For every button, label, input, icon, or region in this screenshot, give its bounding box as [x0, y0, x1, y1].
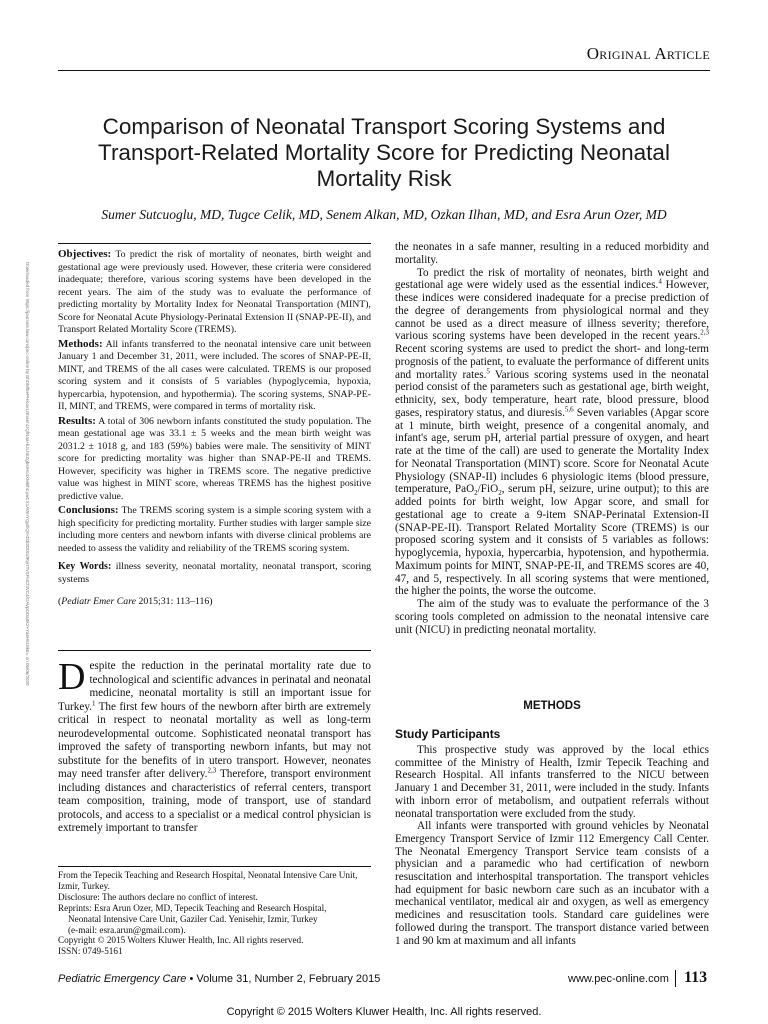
abstract-top-rule	[58, 243, 371, 244]
footnotes	[58, 870, 371, 957]
methods-heading: METHODS	[523, 700, 581, 712]
methods-label: Methods:	[58, 337, 103, 350]
rp2-a: To predict the risk of mortality of neonates, birth weight and gestational age were widely used as the essential indices.	[395, 266, 709, 292]
rp2-b: However, these indices were considered inadequate for a precise prediction of the degree of derangements from physiological normal and they cannot be used as a direct measure of illness severity; therefore, various scoring systems have been developed in the recent years.	[395, 279, 709, 343]
intro-paragraph	[58, 656, 371, 836]
footnote-reprints-3: (e-mail: esra.arun@gmail.com).	[68, 924, 186, 935]
abstract-bottom-rule	[58, 650, 371, 651]
article-authors: Sumer Sutcuoglu, MD, Tugce Celik, MD, Senem Alkan, MD, Ozkan Ilhan, MD, and Esra Arun Ozer, MD	[101, 207, 667, 222]
keywords-label: Key Words:	[58, 561, 112, 572]
results-text: A total of 306 newborn infants constituted the study population. The mean gestational age was 33.1 ± 5 weeks and the mean birth weight was 2031.2 ± 1018 g, and 183 (59%) babies were male. The sensitivity of MINT score for predicting mortality was higher than SNAP-PE-II and TREMS. However, specificity was higher in TREMS score. The negative predictive value was highest in MINT score, whereas TREMS has the highest positive predictive value.	[58, 415, 371, 502]
abstract-objectives	[58, 248, 371, 337]
ref-5-6: 5,6	[564, 405, 574, 414]
footer-divider	[675, 970, 676, 987]
methods-text: All infants transferred to the neonatal intensive care unit between January 1 and December 31, 2011, were included. The scores of SNAP-PE-II, MINT, and TREMS of the all cases were calculated. TREMS is our proposed scoring system and it consists of 5 variables (hypoglycemia, hypoxia, hypercarbia, hypotension, and hypothermia). The scoring systems, SNAP-PE-II, MINT, and TREMS, were compared in terms of mortality risk.	[58, 338, 371, 412]
sub-2a: 2	[474, 489, 478, 498]
right-paragraph-2	[395, 267, 709, 599]
footer-volume: • Volume 31, Number 2, February 2015	[186, 973, 381, 985]
footnote-issn: ISSN: 0749-5161	[58, 946, 123, 957]
rp2-f: /FiO	[477, 483, 499, 496]
intro-text-c: Therefore, transport environment including distances and characteristics of referral centers, transport team composition, training, mode of transport, use of standard protocols, and access to a specialist or a medical control physician is extremely important to transfer	[58, 768, 371, 834]
ref-2-3b: 2,3	[700, 328, 709, 337]
right-paragraph-3: The aim of the study was to evaluate the performance of the 3 scoring tools completed on admission to the neonatal intensive care unit (NICU) in predicting neonatal mortality.	[395, 598, 709, 636]
footnote-copyright: Copyright © 2015 Wolters Kluwer Health, Inc. All rights reserved.	[58, 935, 304, 946]
drop-cap: D	[58, 656, 86, 698]
footer-journal-name: Pediatric Emergency Care	[58, 973, 187, 985]
download-note	[20, 262, 32, 762]
study-participants-heading: Study Participants	[395, 727, 501, 741]
ref-2-3: 2,3	[207, 766, 217, 775]
objectives-text: To predict the risk of mortality of neonates, birth weight and gestational age were previously used. However, these criteria were considered inadequate; therefore, various scoring systems have been developed in the recent years. The aim of the study was to evaluate the performance of predicting mortality by Mortality Index for Neonatal Transportation (MINT), Score for Neonatal Acute Physiology-Perinatal Extension II (SNAP-PE-II), and Transport Related Mortality Score (TREMS).	[58, 249, 371, 335]
footnote-disclosure: Disclosure: The authors declare no conflict of interest.	[58, 891, 258, 902]
abstract	[58, 248, 371, 610]
footnote-rule	[58, 866, 371, 867]
right-paragraph-1: the neonates in a safe manner, resulting in a reduced morbidity and mortality.	[395, 241, 709, 266]
conclusions-label: Conclusions:	[58, 504, 119, 516]
conclusions-text: The TREMS scoring system is a simple scoring system with a high specificity for predicting mortality. Further studies with larger sample size including more centers and newborn infants with diverse clinical problems are needed to assess the validity and reliability of the TREMS scoring system.	[58, 505, 371, 554]
ref-5: 5	[486, 366, 490, 375]
keywords-text: illness severity, neonatal mortality, neonatal transport, scoring systems	[58, 561, 371, 585]
rp2-g: , serum pH, seizure, urine output); to this are added points for birth weight, low Apgar score, and small for gestational age to create a 9-item SNAP-Perinatal Extension-II (SNAP-PE-II). Transport Related Mortality Score (TREMS) is our proposed scoring system and it consists of 5 variables as follows: hypoglycemia, hypoxia, hypercarbia, hypotension, and hypothermia. Maximum points for MINT, SNAP-PE-II, and TREMS scores are 40, 47, and 5, respectively. In all scoring systems that were mentioned, the higher the points, the worse the outcome.	[395, 483, 709, 598]
header-rule	[58, 70, 710, 71]
intro-text-b: The first few hours of the newborn after birth are extremely critical in respect to neonatal mortality as well as long-term neurodevelopmental outcome. Sophisticated neonatal transport has improved the safety of transporting newborn infants, but may not substitute for the benefits of in utero transport. However, neonates may need transfer after delivery.	[58, 700, 371, 780]
methods-paragraph-1: This prospective study was approved by the local ethics committee of the Ministry of Health, Izmir Tepecik Teaching and Research Hospital. All infants transferred to the NICU between January 1 and December 31, 2011, were included in the study. Infants with inborn error of metabolism, and outpatient referrals without neonatal transportation were excluded from the study.	[395, 744, 709, 820]
rp2-c: Recent scoring systems are used to predict the short- and long-term prognosis of the patient, to evaluate the performance of different units and mortality rates.	[395, 343, 709, 381]
abstract-conclusions	[58, 504, 371, 555]
page-number: 113	[684, 969, 708, 986]
methods-text	[395, 744, 709, 947]
results-label: Results:	[58, 414, 96, 427]
intro-right-column	[395, 241, 709, 636]
citation-journal: Pediatr Emer Care	[61, 596, 137, 607]
intro-text-a: espite the reduction in the perinatal mortality rate due to technological and scientific advances in perinatal and neonatal medicine, neonatal mortality is still an important issue for Turkey.	[58, 660, 371, 713]
ref-4: 4	[658, 277, 662, 286]
page-copyright: Copyright © 2015 Wolters Kluwer Health, Inc. All rights reserved.	[226, 1006, 542, 1018]
ref-1: 1	[91, 698, 96, 707]
footer-url[interactable]: www.pec-online.com	[568, 973, 669, 985]
citation-rest: 2015;31: 113–116)	[136, 596, 213, 607]
footnote-reprints-1: Reprints: Esra Arun Ozer, MD, Tepecik Teaching and Research Hospital,	[58, 902, 327, 913]
footnote-reprints-2: Neonatal Intensive Care Unit, Gaziler Cad. Yenisehir, Izmir, Turkey	[68, 913, 318, 924]
rp2-e: Seven variables (Apgar score at 1 minute, birth weight, presence of a congenital anomaly, and infant's age, serum pH, arterial partial pressure of oxygen, and heart rate at the time of the call) are used to generate the Mortality Index for Neonatal Transportation (MINT) score. Score for Neonatal Acute Physiology (SNAP-II) includes 6 physiologic items (blood pressure, temperature, PaO	[395, 406, 709, 496]
abstract-results	[58, 415, 371, 504]
article-title: Comparison of Neonatal Transport Scoring Systems and Transport-Related Mortality Score for Predicting Neonatal Mortality Risk	[98, 114, 670, 191]
abstract-methods	[58, 338, 371, 414]
footnote-affiliation: From the Tepecik Teaching and Research Hospital, Neonatal Intensive Care Unit, Izmir, Turkey.	[58, 870, 358, 891]
citation: (Pediatr Emer Care 2015;31: 113–116)	[58, 596, 213, 607]
section-label: Original Article	[586, 44, 710, 63]
objectives-label: Objectives:	[58, 248, 112, 260]
download-note-text: Downloaded from https://journals.lww.com/pec-online by BhDMf5ePHKav1zEoum1tQfN4a+kJLhEZgbsIHo4XMi0hCywCX1AWnYQp/IlQrHD3i3D0OdRyi7TvSFl4Cf3VC4/OAVpDDa8K2+Ya6H515kE= on 05/06/2020	[25, 262, 30, 686]
methods-paragraph-2: All infants were transported with ground vehicles by Neonatal Emergency Transport Service of Izmir 112 Emergency Call Center. The Neonatal Emergency Transport Service team consists of a physician and a paramedic who had certification of newborn resuscitation and interhospital transportation. The transport vehicles had equipment for basic newborn care such as an incubator with a mechanical ventilator, medical air and oxygen, as well as emergency medicines and resuscitation tools. Standard care guidelines were followed during the transport. The transport distance varied between 1 and 90 km at maximum and all infants	[395, 820, 709, 947]
footer-journal	[58, 973, 380, 985]
intro-left-column	[58, 656, 371, 836]
abstract-keywords	[58, 561, 371, 586]
sub-2b: 2	[498, 489, 502, 498]
rp2-d: Various scoring systems used in the neonatal period consist of the parameters such as gestational age, birth weight, ethnicity, sex, body temperature, heart rate, blood pressure, blood gases, respiratory status, and diuresis.	[395, 368, 709, 419]
